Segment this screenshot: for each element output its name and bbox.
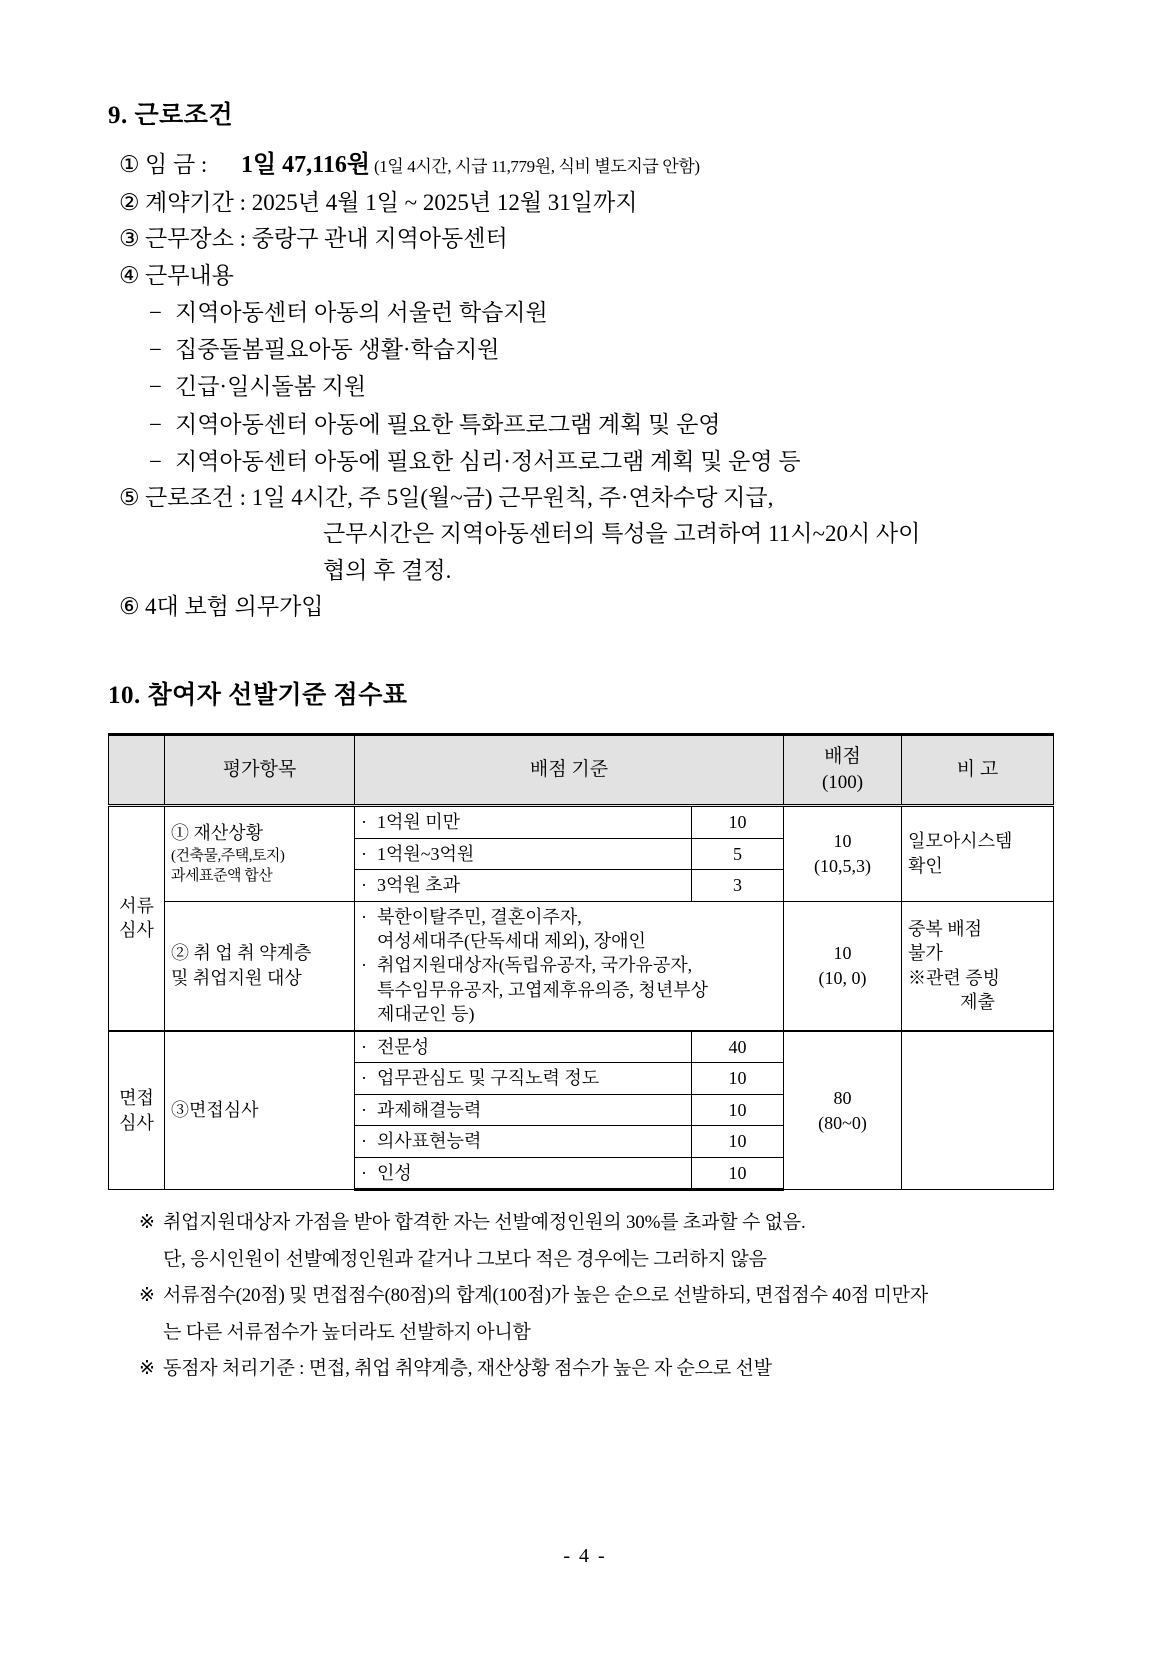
category-asset-status: [165, 806, 355, 901]
header-stage: [109, 735, 165, 806]
footnote-line: [139, 1278, 1070, 1314]
bullet-icon: ·: [361, 843, 367, 864]
total-interview: [784, 1031, 902, 1190]
table-row: [109, 806, 1054, 838]
note-vulnerable-line3: ※관련 증빙: [908, 967, 1001, 988]
criteria-cell: [355, 870, 692, 901]
criteria-text: 전문성: [377, 1036, 430, 1057]
criteria-cell: [355, 1031, 692, 1063]
working-conditions-line3: 협의 후 결정.: [323, 557, 452, 583]
footnote-line: [163, 1315, 1070, 1351]
category-asset-main: ① 재산상황: [171, 823, 264, 844]
criteria-cell: [355, 1063, 692, 1094]
category-asset-sub2: 과세표준액 합산: [171, 868, 273, 885]
note-asset-line2: 확인: [908, 855, 943, 876]
table-row: [109, 1031, 1054, 1063]
stage-document-review: 서류 심사: [109, 806, 165, 1031]
duty-text: 집중돌봄필요아동 생활·학습지원: [175, 337, 500, 363]
wage-amount: 1일 47,116원: [241, 152, 371, 178]
criteria-cell: [355, 806, 692, 838]
working-conditions-item: [119, 480, 1070, 516]
insurance-text: 4대 보험 의무가입: [145, 594, 324, 620]
footnote-text: 는 다른 서류점수가 높더라도 선발하지 아니함: [163, 1321, 531, 1343]
table-header-row: [109, 735, 1054, 806]
wage-note: (1일 4시간, 시급 11,779원, 식비 별도지급 안함): [374, 157, 700, 176]
item-marker-5: ⑤: [119, 485, 140, 511]
criteria-points: 3: [692, 870, 784, 901]
category-vulnerable-line2: 및 취업지원 대상: [171, 967, 302, 988]
duty-list-item: [149, 368, 1070, 405]
contract-period-text: 계약기간 : 2025년 4월 1일 ~ 2025년 12월 31일까지: [145, 189, 638, 215]
bullet-icon: ·: [361, 955, 367, 976]
bullet-icon: ·: [361, 812, 367, 833]
bullet-icon: ·: [361, 1162, 367, 1183]
footnote-line: [139, 1351, 1070, 1387]
header-category: 평가항목: [165, 735, 355, 806]
criteria-text: [377, 905, 646, 954]
item-marker-3: ③: [119, 226, 140, 252]
criteria-text-line: 취업지원대상자(독립유공자, 국가유공자,: [377, 955, 693, 976]
total-interview-breakdown: (80~0): [818, 1112, 867, 1133]
category-vulnerable-group: [165, 901, 355, 1031]
wage-label: [145, 147, 700, 185]
total-asset-breakdown: (10,5,3): [814, 855, 872, 876]
duty-list-item: [149, 443, 1070, 480]
note-vulnerable-line1: 중복 배점: [908, 918, 983, 939]
criteria-points: 5: [692, 838, 784, 869]
category-interview-label: ③면접심사: [171, 1100, 259, 1121]
total-vulnerable-value: 10: [833, 943, 852, 964]
contract-period-item: [119, 185, 1070, 221]
total-interview-value: 80: [833, 1088, 852, 1109]
category-asset-sub1: (건축물,주택,토지): [171, 847, 285, 864]
header-note: 비 고: [902, 735, 1054, 806]
category-interview: [165, 1031, 355, 1190]
dash-icon: −: [149, 374, 162, 400]
footnote-line: [139, 1205, 1070, 1241]
wage-item: [119, 147, 1070, 185]
bullet-icon: ·: [361, 1131, 367, 1152]
criteria-text-line: 제대군인 등): [377, 1004, 475, 1025]
note-asset-line1: 일모아시스템: [908, 831, 1013, 852]
criteria-text: 3억원 초과: [377, 875, 461, 896]
footnote-text: 단, 응시인원이 선발예정인원과 같거나 그보다 적은 경우에는 그러하지 않음: [163, 1248, 767, 1270]
workplace-text: 근무장소 : 중랑구 관내 지역아동센터: [145, 226, 508, 252]
total-vulnerable-breakdown: (10, 0): [818, 967, 867, 988]
criteria-text: 과제해결능력: [377, 1099, 482, 1120]
footnote-text: 동점자 처리기준 : 면접, 취업 취약계층, 재산상황 점수가 높은 자 순으로 선발: [163, 1358, 772, 1380]
page-number: - 4 -: [563, 1545, 607, 1567]
criteria-text: 업무관심도 및 구직노력 정도: [377, 1068, 600, 1089]
bullet-icon: ·: [361, 1036, 367, 1057]
footnote-text: 서류점수(20점) 및 면접점수(80점)의 합계(100점)가 높은 순으로 선발하되, 면접점수 40점 미만자: [163, 1285, 929, 1307]
note-interview: [902, 1031, 1054, 1190]
duties-item: [119, 258, 1070, 294]
criteria-text: 의사표현능력: [377, 1131, 482, 1152]
header-total-line1: 배점: [824, 746, 861, 768]
duty-text: 지역아동센터 아동에 필요한 심리·정서프로그램 계획 및 운영 등: [175, 448, 801, 474]
total-asset-status: [784, 806, 902, 901]
dash-icon: −: [149, 299, 162, 325]
dash-icon: −: [149, 448, 162, 474]
total-asset-value: 10: [833, 831, 852, 852]
criteria-points: 10: [692, 1063, 784, 1094]
total-vulnerable-group: [784, 901, 902, 1031]
footnotes: [139, 1205, 1070, 1387]
duty-text: 지역아동센터 아동에 필요한 특화프로그램 계획 및 운영: [175, 411, 721, 437]
criteria-points: 40: [692, 1031, 784, 1063]
working-conditions-line1: 근로조건 : 1일 4시간, 주 5일(월~금) 근무원칙, 주·연차수당 지급,: [145, 485, 774, 511]
item-marker-6: ⑥: [119, 594, 140, 620]
duty-list-item: [149, 406, 1070, 443]
selection-score-table: [108, 733, 1054, 1191]
table-header: [109, 735, 1054, 806]
criteria-text: 1억원~3억원: [377, 843, 475, 864]
criteria-bullet-group: [361, 953, 777, 1026]
table-row: [109, 901, 1054, 1031]
criteria-cell: [355, 838, 692, 869]
note-vulnerable-line4: 제출: [960, 992, 995, 1013]
dash-icon: −: [149, 411, 162, 437]
wage-label-text: 임 금 :: [145, 152, 208, 177]
dash-icon: −: [149, 337, 162, 363]
item-marker-1: ①: [119, 152, 140, 177]
criteria-text-line: 북한이탈주민, 결혼이주자,: [377, 906, 582, 927]
duty-list-item: [149, 331, 1070, 368]
bullet-icon: ·: [361, 1099, 367, 1120]
stage-interview-review: 면접 심사: [109, 1031, 165, 1190]
note-asset-status: [902, 806, 1054, 901]
item-marker-4: ④: [119, 262, 140, 288]
criteria-text: 1억원 미만: [377, 812, 461, 833]
table-body: [109, 806, 1054, 1190]
criteria-text-line: 여성세대주(단독세대 제외), 장애인: [377, 930, 646, 951]
criteria-points: 10: [692, 1157, 784, 1189]
duty-text: 지역아동센터 아동의 서울런 학습지원: [175, 299, 548, 325]
criteria-cell: [355, 1157, 692, 1189]
note-vulnerable-group: [902, 901, 1054, 1031]
section-10-heading: 10. 참여자 선발기준 점수표: [108, 682, 408, 710]
header-total-score: [784, 735, 902, 806]
footnote-mark-icon: ※: [139, 1212, 155, 1234]
criteria-bullet-group: [361, 905, 777, 954]
bullet-icon: ·: [361, 906, 367, 927]
workplace-item: [119, 221, 1070, 257]
criteria-text: [377, 953, 708, 1026]
footnote-line: [163, 1242, 1070, 1278]
footnote-mark-icon: ※: [139, 1285, 155, 1307]
working-conditions-line2: 근무시간은 지역아동센터의 특성을 고려하여 11시~20시 사이: [323, 521, 921, 547]
criteria-text: 인성: [377, 1162, 412, 1183]
item-marker-2: ②: [119, 189, 140, 215]
criteria-cell: [355, 901, 784, 1031]
bullet-icon: ·: [361, 875, 367, 896]
category-vulnerable-line1: ② 취 업 취 약계층: [171, 943, 312, 964]
criteria-points: 10: [692, 1094, 784, 1125]
criteria-text-line: 특수임무유공자, 고엽제후유의증, 청년부상: [377, 979, 708, 1000]
duty-text: 긴급·일시돌봄 지원: [175, 374, 367, 400]
footnote-mark-icon: ※: [139, 1358, 155, 1380]
insurance-item: [119, 589, 1070, 625]
duties-heading-text: 근무내용: [145, 262, 234, 288]
header-criteria: 배점 기준: [355, 735, 784, 806]
criteria-cell: [355, 1126, 692, 1157]
section-9-heading: 9. 근로조건: [108, 102, 234, 129]
header-total-line2: (100): [821, 772, 864, 794]
criteria-points: 10: [692, 1126, 784, 1157]
criteria-points: 10: [692, 806, 784, 838]
duty-list-item: [149, 294, 1070, 331]
note-vulnerable-line2: 불가: [908, 943, 943, 964]
criteria-cell: [355, 1094, 692, 1125]
bullet-icon: ·: [361, 1068, 367, 1089]
footnote-text: 취업지원대상자 가점을 받아 합격한 자는 선발예정인원의 30%를 초과할 수 없음.: [163, 1212, 806, 1234]
